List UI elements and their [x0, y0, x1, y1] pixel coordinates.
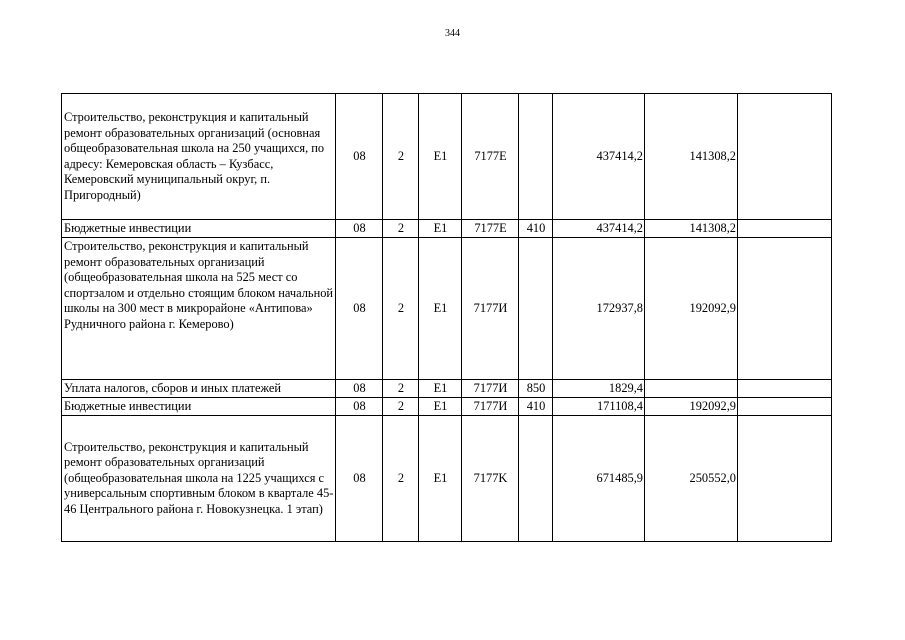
item-cell: 7177K [462, 416, 519, 542]
budget-table [61, 93, 832, 542]
sum2-cell: 141308,2 [645, 94, 738, 220]
sum1-cell: 171108,4 [553, 398, 645, 416]
row-name: Уплата налогов, сборов и иных платежей [62, 380, 336, 398]
section-cell: 08 [336, 238, 383, 380]
project-cell: E1 [419, 380, 462, 398]
page-number: 344 [445, 28, 460, 39]
sum3-cell [738, 220, 832, 238]
section-cell: 08 [336, 220, 383, 238]
project-cell: E1 [419, 416, 462, 542]
item-cell: 7177И [462, 380, 519, 398]
subsection-cell: 2 [383, 94, 419, 220]
row-name: Строительство, реконструкция и капитальный ремонт образовательных организаций (общеобразовательная школа на 525 мест со спортзалом и отдельно стоящим блоком начальной школы на 300 мест в микрорайоне «Антипова» Рудничного района г. Кемерово) [62, 238, 336, 380]
sum1-cell: 1829,4 [553, 380, 645, 398]
project-cell: E1 [419, 398, 462, 416]
item-cell: 7177И [462, 238, 519, 380]
item-cell: 7177E [462, 220, 519, 238]
type-cell [519, 94, 553, 220]
subsection-cell: 2 [383, 220, 419, 238]
project-cell: E1 [419, 238, 462, 380]
sum3-cell [738, 238, 832, 380]
row-name: Строительство, реконструкция и капитальный ремонт образовательных организаций (основная общеобразовательная школа на 250 учащихся, по адресу: Кемеровская область – Кузбасс, Кемеровский муниципальный округ, п. Пригородный) [62, 94, 336, 220]
sum1-cell: 172937,8 [553, 238, 645, 380]
section-cell: 08 [336, 94, 383, 220]
subsection-cell: 2 [383, 398, 419, 416]
sum3-cell [738, 398, 832, 416]
subsection-cell: 2 [383, 238, 419, 380]
table-row [62, 398, 832, 416]
table-row [62, 416, 832, 542]
sum1-cell: 437414,2 [553, 94, 645, 220]
sum2-cell: 192092,9 [645, 398, 738, 416]
row-name: Бюджетные инвестиции [62, 398, 336, 416]
type-cell [519, 238, 553, 380]
section-cell: 08 [336, 416, 383, 542]
sum1-cell: 671485,9 [553, 416, 645, 542]
type-cell: 410 [519, 398, 553, 416]
subsection-cell: 2 [383, 416, 419, 542]
item-cell: 7177E [462, 94, 519, 220]
sum2-cell [645, 380, 738, 398]
table-row [62, 380, 832, 398]
section-cell: 08 [336, 380, 383, 398]
row-name: Строительство, реконструкция и капитальный ремонт образовательных организаций (общеобразовательная школа на 1225 учащихся с универсальным спортивным блоком в квартале 45-46 Центрального района г. Новокузнецка. 1 этап) [62, 416, 336, 542]
sum3-cell [738, 380, 832, 398]
table-row [62, 220, 832, 238]
table-row [62, 238, 832, 380]
section-cell: 08 [336, 398, 383, 416]
table-row [62, 94, 832, 220]
sum3-cell [738, 94, 832, 220]
type-cell: 850 [519, 380, 553, 398]
sum3-cell [738, 416, 832, 542]
project-cell: E1 [419, 220, 462, 238]
subsection-cell: 2 [383, 380, 419, 398]
sum1-cell: 437414,2 [553, 220, 645, 238]
type-cell [519, 416, 553, 542]
sum2-cell: 141308,2 [645, 220, 738, 238]
item-cell: 7177И [462, 398, 519, 416]
type-cell: 410 [519, 220, 553, 238]
sum2-cell: 250552,0 [645, 416, 738, 542]
sum2-cell: 192092,9 [645, 238, 738, 380]
row-name: Бюджетные инвестиции [62, 220, 336, 238]
project-cell: E1 [419, 94, 462, 220]
